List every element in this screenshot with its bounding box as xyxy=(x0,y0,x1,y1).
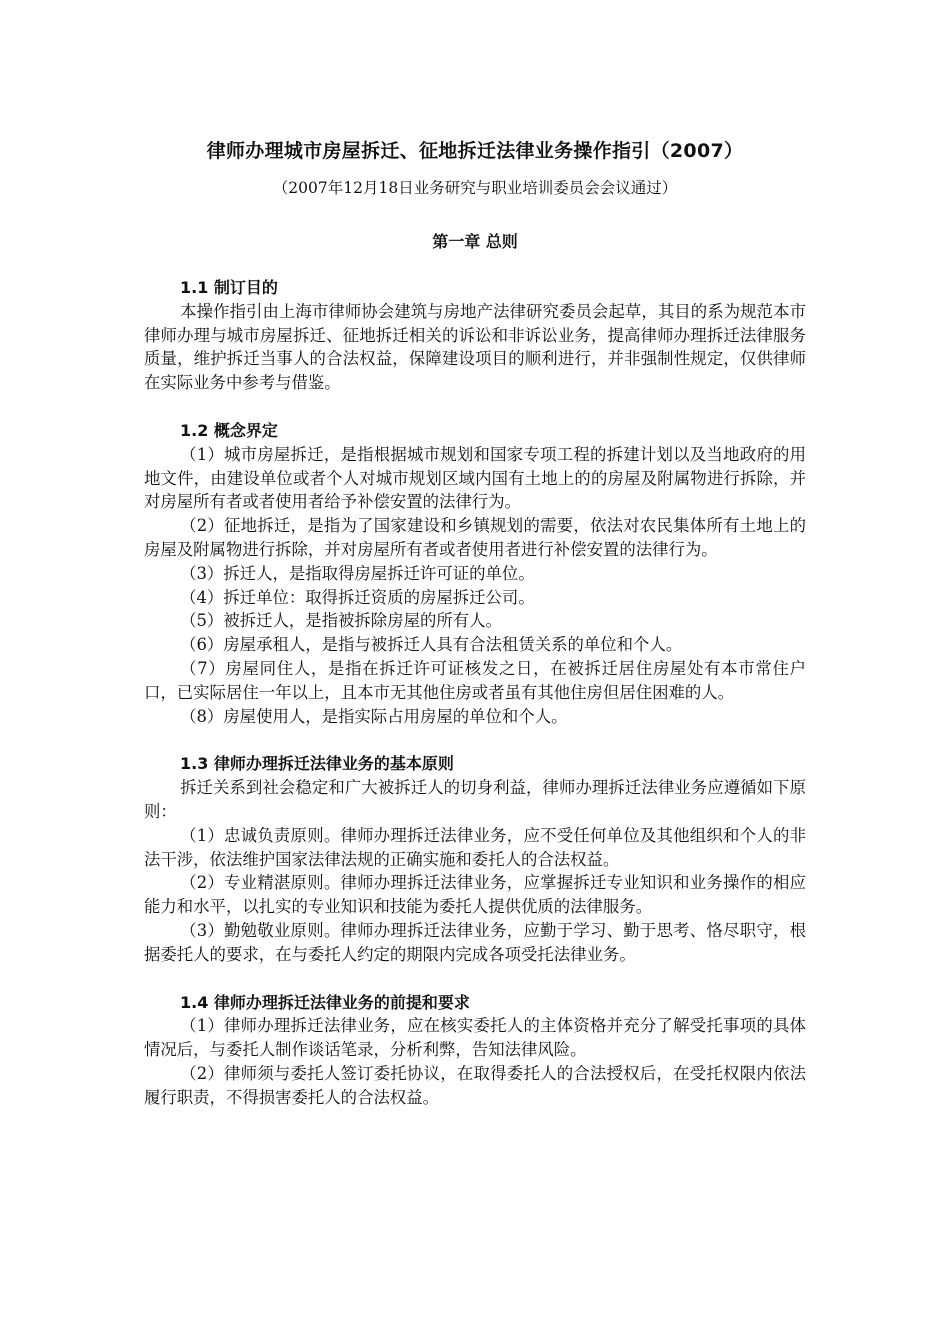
paragraph: 本操作指引由上海市律师协会建筑与房地产法律研究委员会起草，其目的系为规范本市律师办理与城市房屋拆迁、征地拆迁相关的诉讼和非诉讼业务，提高律师办理拆迁法律服务质量，维护拆迁当事人的合法权益，保障建设项目的顺利进行，并非强制性规定，仅供律师在实际业务中参考与借鉴。 xyxy=(144,301,806,393)
paragraph: （4）拆迁单位：取得拆迁资质的房屋拆迁公司。 xyxy=(180,587,535,607)
document-title: 律师办理城市房屋拆迁、征地拆迁法律业务操作指引（2007） xyxy=(206,140,744,162)
section-heading: 1.2 概念界定 xyxy=(180,420,278,440)
section-1-2 xyxy=(144,419,806,728)
paragraph: （2）律师须与委托人签订委托协议，在取得委托人的合法授权后，在受托权限内依法履行职责，不得损害委托人的合法权益。 xyxy=(144,1063,806,1107)
section-1-4 xyxy=(144,991,806,1110)
paragraph: （3）拆迁人，是指取得房屋拆迁许可证的单位。 xyxy=(180,563,535,583)
section-heading: 1.4 律师办理拆迁法律业务的前提和要求 xyxy=(180,992,470,1012)
paragraph: （5）被拆迁人，是指被拆除房屋的所有人。 xyxy=(180,611,502,631)
chapter-heading: 第一章 总则 xyxy=(432,232,518,251)
paragraph: 拆迁关系到社会稳定和广大被拆迁人的切身利益，律师办理拆迁法律业务应遵循如下原则： xyxy=(144,778,806,821)
document-subtitle: （2007年12月18日业务研究与职业培训委员会会议通过） xyxy=(272,179,678,197)
section-heading: 1.3 律师办理拆迁法律业务的基本原则 xyxy=(180,754,454,774)
section-1-1 xyxy=(144,276,806,395)
paragraph: （1）律师办理拆迁法律业务，应在核实委托人的主体资格并充分了解受托事项的具体情况后，与委托人制作谈话笔录，分析利弊，告知法律风险。 xyxy=(144,1016,806,1060)
paragraph: （2）专业精湛原则。律师办理拆迁法律业务，应掌握拆迁专业知识和业务操作的相应能力和水平，以扎实的专业知识和技能为委托人提供优质的法律服务。 xyxy=(144,873,806,917)
paragraph: （3）勤勉敬业原则。律师办理拆迁法律业务，应勤于学习、勤于思考、恪尽职守，根据委托人的要求，在与委托人约定的期限内完成各项受托法律业务。 xyxy=(144,920,806,964)
paragraph: （7）房屋同住人，是指在拆迁许可证核发之日，在被拆迁居住房屋处有本市常住户口，已实际居住一年以上，且本市无其他住房或者虽有其他住房但居住困难的人。 xyxy=(144,658,806,702)
section-heading: 1.1 制订目的 xyxy=(180,278,278,297)
paragraph: （1）城市房屋拆迁，是指根据城市规划和国家专项工程的拆建计划以及当地政府的用地文件，由建设单位或者个人对城市规划区域内国有土地上的的房屋及附属物进行拆除，并对房屋所有者或者使用者给予补偿安置的法律行为。 xyxy=(144,444,806,512)
paragraph: （2）征地拆迁，是指为了国家建设和乡镇规划的需要，依法对农民集体所有土地上的房屋及附属物进行拆除，并对房屋所有者或者使用者进行补偿安置的法律行为。 xyxy=(144,516,806,559)
paragraph: （8）房屋使用人，是指实际占用房屋的单位和个人。 xyxy=(180,706,568,726)
section-1-3 xyxy=(144,752,806,966)
paragraph: （1）忠诚负责原则。律师办理拆迁法律业务，应不受任何单位及其他组织和个人的非法干涉，依法维护国家法律法规的正确实施和委托人的合法权益。 xyxy=(144,825,806,869)
paragraph: （6）房屋承租人，是指与被拆迁人具有合法租赁关系的单位和个人。 xyxy=(180,635,683,655)
document-body xyxy=(144,276,806,1134)
